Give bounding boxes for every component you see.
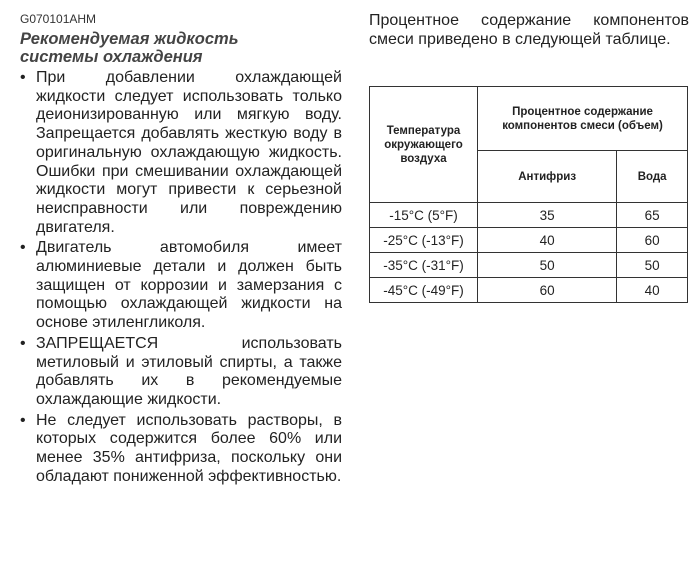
left-column — [20, 12, 342, 488]
bullet-marker: • — [20, 69, 26, 86]
section-title — [20, 30, 342, 66]
bullet-item-1 — [20, 69, 342, 237]
table-row — [370, 203, 688, 228]
cell-water: 40 — [617, 278, 688, 303]
header-water: Вода — [617, 151, 688, 203]
bullet-text: При добавлении охлаждающей жидкости следует использовать только деионизированную или мягкую воду. Запрещается добавлять жесткую воду в оригинальную охлаждающую жидкость. Ошибки при смешивании охлаждающей жидкости могут привести к серьезной неисправности или повреждению двигателя. — [36, 69, 342, 236]
cell-water: 50 — [617, 253, 688, 278]
bullet-marker: • — [20, 239, 26, 257]
cell-antifreeze: 35 — [478, 203, 617, 228]
coolant-mix-table — [369, 86, 688, 303]
cell-temperature: -15°C (5°F) — [370, 203, 478, 228]
section-title-line-2: системы охлаждения — [20, 48, 203, 66]
table-row — [370, 278, 688, 303]
cell-temperature: -25°C (-13°F) — [370, 228, 478, 253]
bullet-text: Двигатель автомобиля имеет алюминиевые детали и должен быть защищен от коррозии и замерзания с помощью охлаждающей жидкости на основе этиленгликоля. — [36, 239, 342, 332]
cell-antifreeze: 50 — [478, 253, 617, 278]
document-code: G070101AHM — [20, 12, 97, 26]
table-row — [370, 228, 688, 253]
bullet-item-3 — [20, 335, 342, 410]
cell-antifreeze: 40 — [478, 228, 617, 253]
header-percent: Процентное содержание компонентов смеси (объем) — [478, 87, 688, 151]
table-row — [370, 253, 688, 278]
bullet-list — [20, 69, 342, 486]
cell-temperature: -35°C (-31°F) — [370, 253, 478, 278]
right-column — [369, 12, 689, 49]
bullet-marker: • — [20, 334, 26, 352]
cell-water: 65 — [617, 203, 688, 228]
bullet-text: ЗАПРЕЩАЕТСЯ использовать метиловый и этиловый спирты, а также добавлять их в рекомендуемые охлаждающие жидкости. — [36, 334, 342, 408]
cell-antifreeze: 60 — [478, 278, 617, 303]
table-intro-text: Процентное содержание компонентов смеси приведено в следующей таблице. — [369, 12, 689, 48]
section-title-line-1: Рекомендуемая жидкость — [20, 30, 239, 48]
bullet-item-2 — [20, 239, 342, 333]
header-temperature: Температура окружающего воздуха — [370, 87, 478, 203]
bullet-item-4 — [20, 412, 342, 487]
header-antifreeze: Антифриз — [478, 151, 617, 203]
table-header-row — [370, 87, 688, 151]
cell-water: 60 — [617, 228, 688, 253]
bullet-marker: • — [20, 411, 26, 429]
cell-temperature: -45°C (-49°F) — [370, 278, 478, 303]
bullet-text: Не следует использовать растворы, в которых содержится более 60% или менее 35% антифриза, поскольку они обладают пониженной эффективностью. — [36, 411, 342, 485]
